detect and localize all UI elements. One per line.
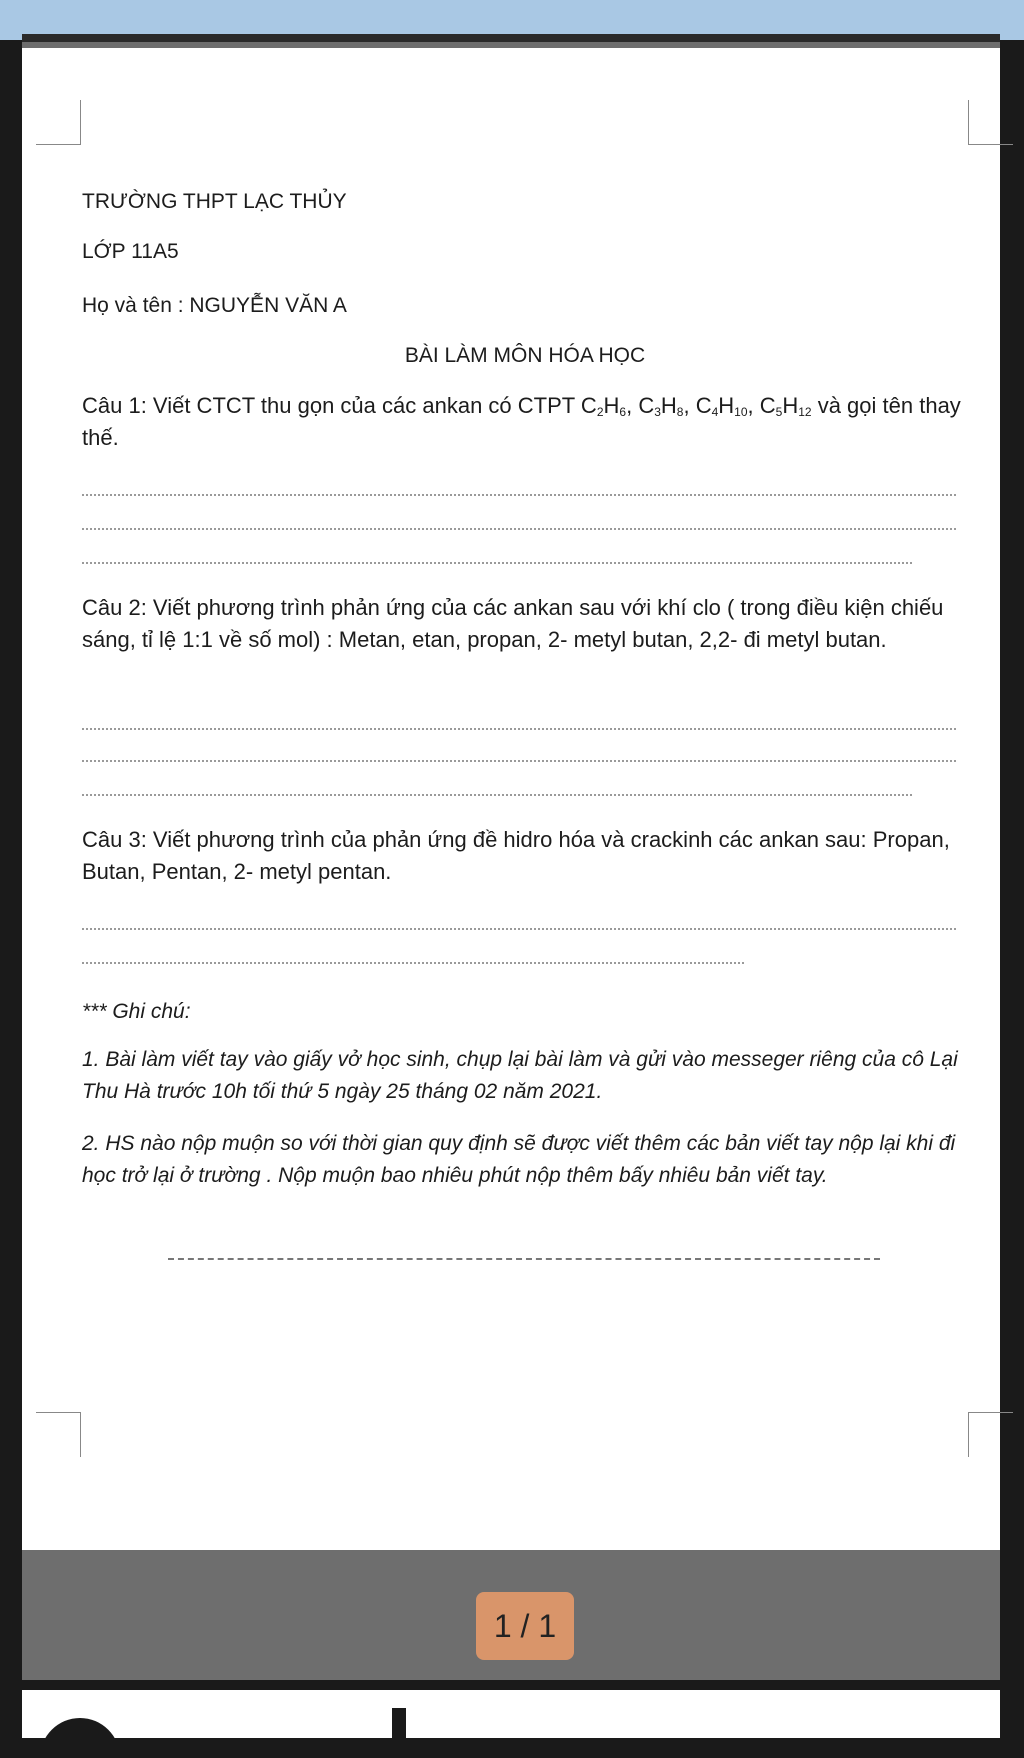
student-name: Họ và tên : NGUYỄN VĂN A xyxy=(82,294,347,317)
note-1: 1. Bài làm viết tay vào giấy vở học sinh, chụp lại bài làm và gửi vào messeger riêng của cô Lại Thu Hà trước 10h tối thứ 5 ngày 25 tháng 02 năm 2021. xyxy=(82,1048,958,1103)
answer-line xyxy=(82,494,956,496)
crop-mark-top-left xyxy=(36,100,81,145)
next-content-strip xyxy=(22,1690,1000,1738)
answer-line xyxy=(82,562,912,564)
question-3: Câu 3: Viết phương trình của phản ứng đề hidro hóa và crackinh các ankan sau: Propan, Butan, Pentan, 2- metyl pentan. xyxy=(82,827,950,884)
answer-line xyxy=(82,728,956,730)
question-1: Câu 1: Viết CTCT thu gọn của các ankan có CTPT $C_2H_6$, $C_3H_8$, $C_4H_{10}$, $C_5H_{12}$ và gọi tên thay thế. xyxy=(82,393,961,450)
question-2: Câu 2: Viết phương trình phản ứng của các ankan sau với khí clo ( trong điều kiện chiếu sáng, tỉ lệ 1:1 về số mol) : Metan, etan, propan, 2- metyl butan, 2,2- đi metyl butan. xyxy=(82,595,944,652)
answer-line xyxy=(82,528,956,530)
page-indicator[interactable]: 1 / 1 xyxy=(476,1592,574,1660)
partial-glyph xyxy=(40,1718,120,1758)
class-name: LỚP 11A5 xyxy=(82,240,179,263)
notes-heading: *** Ghi chú: xyxy=(82,1000,191,1023)
page-title: BÀI LÀM MÔN HÓA HỌC xyxy=(404,344,646,367)
document-page[interactable] xyxy=(22,48,1000,1550)
crop-mark-top-right xyxy=(968,100,1013,145)
crop-mark-bottom-right xyxy=(968,1412,1013,1457)
note-2: 2. HS nào nộp muộn so với thời gian quy định sẽ được viết thêm các bản viết tay nộp lại khi đi học trở lại ở trường . Nộp muộn bao nhiêu phút nộp thêm bấy nhiêu bản viết tay. xyxy=(82,1132,956,1187)
end-divider xyxy=(168,1258,880,1260)
toolbar-divider xyxy=(22,34,1000,42)
answer-line xyxy=(82,794,912,796)
answer-line xyxy=(82,962,744,964)
school-name: TRƯỜNG THPT LẠC THỦY xyxy=(82,190,347,213)
answer-line xyxy=(82,928,956,930)
partial-glyph xyxy=(392,1708,406,1738)
crop-mark-bottom-left xyxy=(36,1412,81,1457)
answer-line xyxy=(82,760,956,762)
